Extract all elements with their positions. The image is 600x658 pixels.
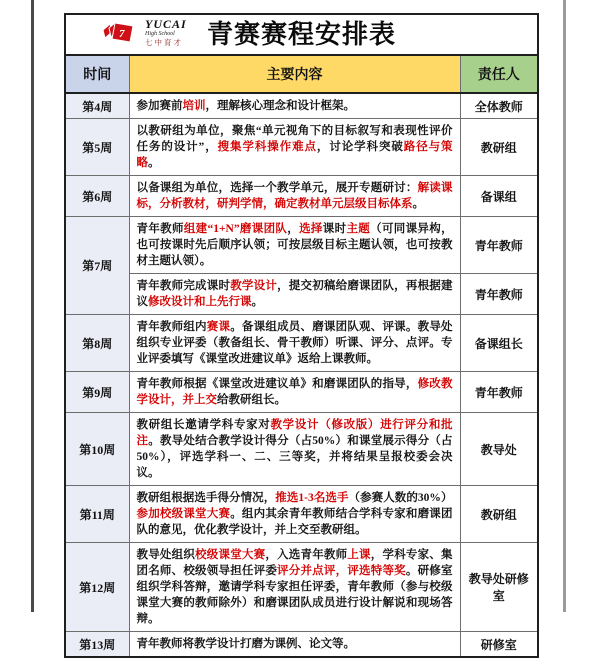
week-cell: 第8周: [65, 315, 129, 372]
body-text: 教研组根据选手得分情况，: [136, 492, 276, 504]
flag-number: 7: [119, 28, 125, 41]
highlight-text: 培训: [182, 100, 206, 112]
owner-cell: 青年教师: [460, 274, 538, 315]
page-title: 青赛赛程安排表: [207, 19, 397, 49]
body-text: 参加赛前: [136, 100, 183, 112]
body-text: 青年教师根据《课堂改进建议单》和磨课团队的指导，: [136, 378, 418, 390]
highlight-text: 修改设计和上先行课: [148, 296, 252, 308]
highlight-text: 评分并点评，评选特等奖: [277, 565, 406, 577]
content-cell: [129, 372, 460, 413]
owner-cell: 备课组长: [460, 315, 538, 372]
highlight-text: 修改教学设计，并上交: [136, 378, 453, 406]
table-row: [65, 413, 538, 486]
table-row: [65, 372, 538, 413]
body-text: 课时: [322, 223, 347, 235]
header-row: [65, 55, 538, 93]
body-text: 。教导处结合教学设计得分（占50%）和课堂展示得分（占50%），评选学科一、二、三等奖，并将结果呈报校委会决议。: [136, 435, 453, 479]
highlight-text: 主题: [346, 223, 371, 235]
title-row: [65, 14, 538, 55]
week-cell: 第4周: [65, 93, 129, 119]
body-text: ，理解核心理念和设计框架。: [205, 100, 355, 112]
content-cell: [129, 176, 460, 217]
week-cell: 第10周: [65, 413, 129, 486]
body-text: ，学科专家、集团名师、校级领导担任评委: [136, 549, 453, 577]
body-text: ，讨论学科突破: [316, 141, 404, 153]
highlight-text: 选择: [299, 223, 323, 235]
body-text: ，: [287, 223, 300, 235]
owner-cell: 青年教师: [460, 372, 538, 413]
highlight-text: 组建“1+N”磨课团队: [183, 223, 288, 235]
schedule-table: [64, 13, 539, 658]
content-cell: [129, 486, 460, 543]
table-row: [65, 119, 538, 176]
content-cell: [129, 274, 460, 315]
content-cell: [129, 119, 460, 176]
highlight-text: 上课: [347, 549, 371, 561]
logo-high-school: High School: [145, 31, 175, 37]
table-row: [65, 315, 538, 372]
content-cell: [129, 632, 460, 658]
table-row: [65, 486, 538, 543]
content-cell: [129, 93, 460, 119]
title-cell: [65, 14, 538, 55]
body-text: ，入选青年教师: [265, 549, 348, 561]
table-row: [65, 274, 538, 315]
content-cell: [129, 413, 460, 486]
body-text: 。研修室组织学科答辩，邀请学科专家担任评委，青年教师（参与校级课堂大赛的教师除外）和磨课团队成员进行设计解说和现场答辩。: [136, 565, 453, 625]
highlight-text: 校级课堂大赛: [195, 549, 266, 561]
highlight-text: 参加校级课堂大赛: [136, 508, 231, 520]
body-text: ，提交初稿给磨课团队，再根据建议: [136, 280, 453, 308]
body-text: （参赛人数的30%）: [348, 492, 453, 504]
body-text: 。: [148, 157, 160, 169]
table-row: [65, 93, 538, 119]
week-cell: 第6周: [65, 176, 129, 217]
table-row: [65, 176, 538, 217]
highlight-text: 推选1-3名选手: [275, 492, 349, 504]
highlight-text: 路径与策略: [136, 141, 453, 169]
highlight-text: 赛课: [206, 321, 231, 333]
highlight-text: 教学设计: [230, 280, 278, 292]
owner-cell: 全体教师: [460, 93, 538, 119]
content-cell: [129, 315, 460, 372]
body-text: 以备课组为单位，选择一个教学单元，展开专题研讨：: [136, 182, 418, 194]
body-text: 青年教师: [136, 223, 184, 235]
school-logo: [100, 18, 187, 47]
right-edge-line: [563, 0, 566, 612]
content-cell: [129, 217, 460, 274]
body-text: 教导处组织: [136, 549, 196, 561]
body-text: 青年教师完成课时: [136, 280, 231, 292]
left-edge-line: [31, 0, 34, 612]
week-cell: 第12周: [65, 543, 129, 632]
content-cell: [129, 543, 460, 632]
body-text: 青年教师将教学设计打磨为课例、论文等。: [136, 638, 355, 650]
body-text: 以教研组为单位，聚焦“单元视角下的目标叙写和表现性评价任务的设计”，: [136, 125, 453, 153]
schedule-body: [65, 93, 538, 657]
highlight-text: 搜集学科操作难点: [217, 141, 317, 153]
logo-chinese-name: 七中育才: [145, 38, 183, 47]
flag-icon: [100, 18, 142, 46]
body-text: 。组内其余青年教师结合学科专家和磨课团队的意见，优化教学设计，并上交至教研组。: [136, 508, 453, 536]
body-text: （可同课异构，也可按课时先后顺序认领；可按层级目标主题认领，也可按教材主题认领）。: [136, 223, 453, 267]
body-text: 青年教师组内: [136, 321, 207, 333]
week-cell: 第7周: [65, 217, 129, 315]
logo-text: [145, 18, 187, 47]
owner-cell: 备课组: [460, 176, 538, 217]
owner-cell: 教研组: [460, 486, 538, 543]
week-cell: 第9周: [65, 372, 129, 413]
body-text: 给教研组长。: [217, 394, 286, 406]
table-row: [65, 217, 538, 274]
body-text: 。: [412, 198, 424, 210]
body-text: 。: [251, 296, 263, 308]
week-cell: 第11周: [65, 486, 129, 543]
table-row: [65, 632, 538, 658]
body-text: 教研组长邀请学科专家对: [136, 419, 271, 431]
owner-cell: 教导处研修室: [460, 543, 538, 632]
week-cell: 第13周: [65, 632, 129, 658]
week-cell: 第5周: [65, 119, 129, 176]
body-text: 。备课组成员、磨课团队观、评课。教导处组织专业评委（教备组长、骨干教师）听课、评分、点评。专业评委填写《课堂改进建议单》返给上课教师。: [136, 321, 453, 365]
owner-cell: 研修室: [460, 632, 538, 658]
column-header-1: 主要内容: [129, 55, 460, 93]
column-header-0: 时间: [65, 55, 129, 93]
highlight-text: 解读课标，分析教材，研判学情，确定教材单元层级目标体系: [136, 182, 453, 210]
owner-cell: 教导处: [460, 413, 538, 486]
highlight-text: 教学设计（修改版）进行评分和批注: [136, 419, 453, 447]
owner-cell: 教研组: [460, 119, 538, 176]
column-header-2: 责任人: [460, 55, 538, 93]
table-row: [65, 543, 538, 632]
owner-cell: 青年教师: [460, 217, 538, 274]
logo-yucai: YUCAI: [145, 17, 187, 31]
